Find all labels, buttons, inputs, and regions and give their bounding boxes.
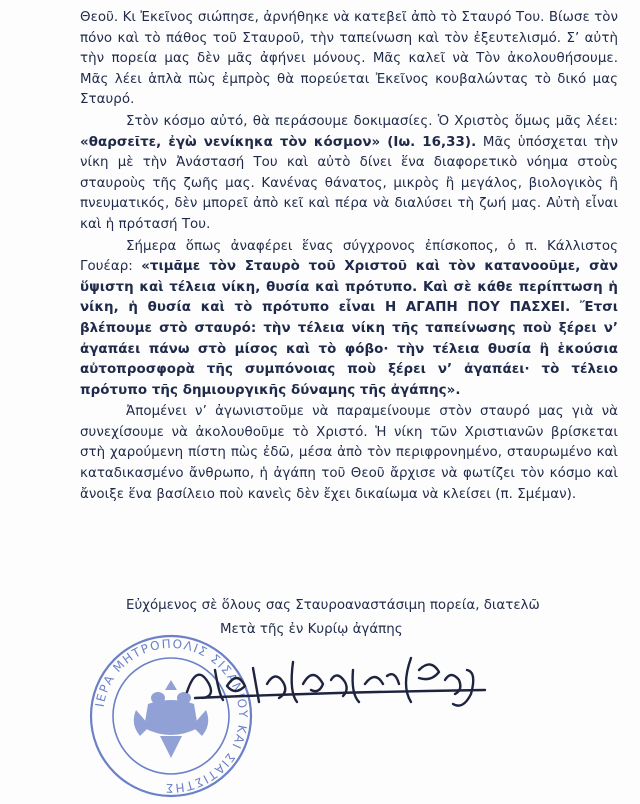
paragraph-2-text-a: Στὸν κόσμο αὐτό, θὰ περάσουμε δοκιμασίες. Ὁ Χριστὸς ὅμως μᾶς λέει: [126, 113, 618, 129]
paragraph-4 [80, 402, 618, 505]
paragraph-1 [80, 8, 618, 111]
paragraph-3 [80, 237, 618, 402]
paragraph-2 [80, 112, 618, 236]
closing-regards: Μετὰ τῆς ἐν Κυρίῳ ἀγάπης [220, 622, 403, 637]
ware-quote: «τιμᾶμε τὸν Σταυρὸ τοῦ Χριστοῦ καὶ τὸν κατανοοῦμε, σὰν ὕψιστη καὶ τέλεια νίκη, θυσία καὶ πρότυπο. Καὶ σὲ κάθε περίπτωση ἡ νίκη, ἡ θυσία καὶ τὸ πρότυπο εἶναι Η ΑΓΑΠΗ ΠΟΥ ΠΑΣΧΕΙ. Ἔτσι βλέπουμε στὸ σταυρό: τὴν τέλεια νίκη τῆς ταπείνωσης ποὺ ξέρει ν’ ἀγαπάει πάνω στὸ μίσος καὶ τὸ φόβο· τὴν τέλεια θυσία ἢ ἑκούσια αὐτοπροσφορὰ τῆς συμπόνοιας ποὺ ξέρει ν’ ἀγαπάει· τὸ τέλειο πρότυπο τῆς δημιουργικῆς δύναμης τῆς ἀγάπης». [80, 259, 618, 398]
letter-body [80, 8, 618, 506]
paragraph-2-text-b: Μᾶς ὑπόσχεται τὴν νίκη μὲ τὴν Ἀνάστασή Του καὶ αὐτὸ δίνει ἕνα διαφορετικὸ νόημα στοὺς σταυροὺς τῆς ζωῆς μας. Κανένας θάνατος, μικρὸς ἢ μεγάλος, βιολογικὸς ἢ πνευματικός, δὲν μπορεῖ ἀπὸ κεῖ καὶ πέρα νὰ διαλύσει τὴ ζωή μας. Αὐτὴ εἶναι καὶ ἡ πρότασή Του. [80, 134, 618, 232]
scripture-quote: «θαρσεῖτε, ἐγὼ νενίκηκα τὸν κόσμον» (Ιω. 16,33). [80, 134, 477, 150]
paragraph-4-text: Ἀπομένει ν’ ἀγωνιστοῦμε νὰ παραμείνουμε στὸν σταυρό μας γιὰ νὰ συνεχίσουμε νὰ ἀκολουθοῦμε τὸ Χριστό. Ἡ νίκη τῶν Χριστιανῶν βρίσκεται στὴ χαρούμενη πίστη πὼς ἐδῶ, μέσα ἀπὸ τὸν περιφρονημένο, σταυρωμένο καὶ καταδικασμένο ἄνθρωπο, ἡ ἀγάπη τοῦ Θεοῦ ἄρχισε νὰ φωτίζει τὸν κόσμο καὶ ἄνοιξε ἕνα βασίλειο ποὺ κανεὶς δὲν ἔχει δικαίωμα νὰ κλείσει (π. Σμέμαν). [80, 404, 618, 502]
closing-greeting: Εὐχόμενος σὲ ὅλους σας Σταυροαναστάσιμη πορεία, διατελῶ [126, 598, 540, 613]
handwritten-signature [175, 640, 505, 720]
seal-inscription: ΙΕΡΑ ΜΗΤΡΟΠΟΛΙΣ ΣΙΣΑΝΙΟΥ ΚΑΙ ΣΙΑΤΙΣΤΗΣ [92, 636, 251, 796]
paragraph-3-text-a: Σήμερα ὅπως ἀναφέρει ἕνας σύγχρονος ἐπίσκοπος, ὁ π. Κάλλιστος Γουέαρ: [80, 238, 618, 275]
paragraph-1-text: Θεοῦ. Κι Ἐκεῖνος σιώπησε, ἀρνήθηκε νὰ κατεβεῖ ἀπὸ τὸ Σταυρό Του. Βίωσε τὸν πόνο καὶ τὸ πάθος τοῦ Σταυροῦ, τὴν ταπείνωση καὶ τὸν ἐξευτελισμό. Σ’ αὐτὴ τὴν πορεία μας δὲν μᾶς ἀφήνει μόνους. Μᾶς καλεῖ νὰ Τὸν ἀκολουθήσουμε. Μᾶς λέει ἁπλὰ πὼς ἐμπρὸς θὰ πορεύεται Ἐκεῖνος κουβαλώντας τὸ δικό μας Σταυρό. [80, 10, 618, 108]
